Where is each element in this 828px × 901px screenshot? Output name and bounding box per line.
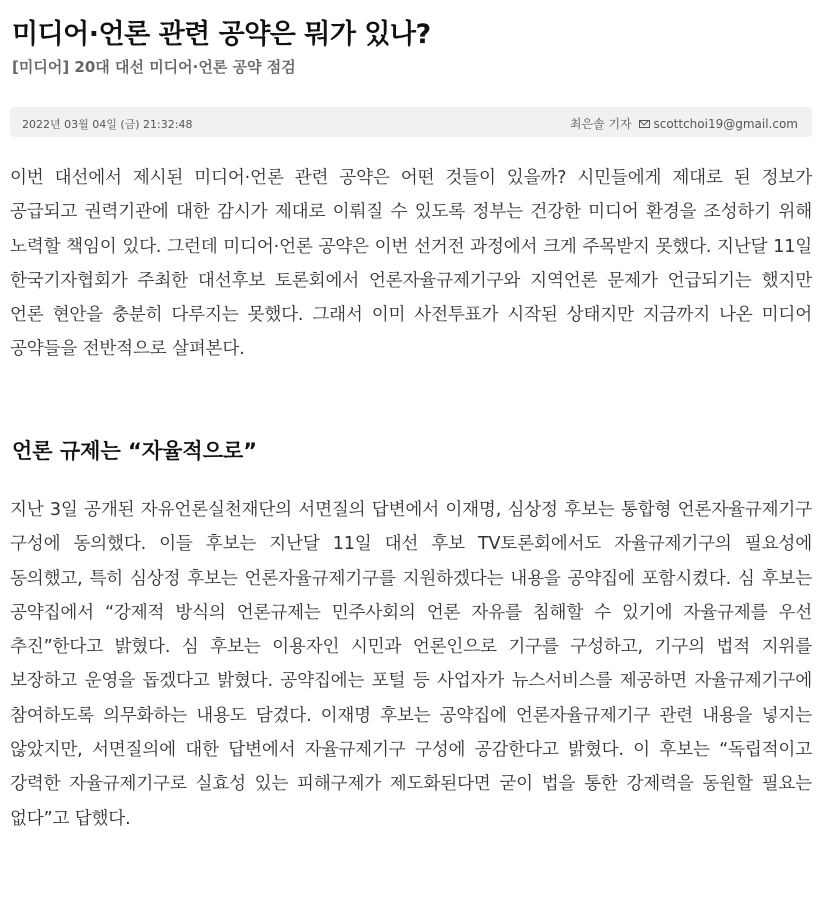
article-meta-bar (10, 107, 812, 137)
mail-icon (639, 120, 650, 128)
author-name: 최은솔 기자 (569, 117, 632, 131)
section-heading: 언론 규제는 “자율적으로” (12, 439, 258, 463)
article-headline: 미디어·언론 관련 공약은 뭐가 있나? (12, 19, 431, 50)
article-subhead: [미디어] 20대 대선 미디어·언론 공약 점검 (12, 58, 296, 76)
author-email[interactable]: scottchoi19@gmail.com (653, 117, 798, 131)
publish-date: 2022년 03월 04일 (금) 21:32:48 (22, 118, 193, 131)
author-info (570, 115, 798, 132)
article-paragraph: 지난 3일 공개된 자유언론실천재단의 서면질의 답변에서 이재명, 심상정 후보는 통합형 언론자율규제기구 구성에 동의했다. 이들 후보는 지난달 11일 대선 후보 TV토론회에서도 자율규제기구의 필요성에 동의했고, 특히 심상정 후보는 언론자율규제기구를 지원하겠다는 내용을 공약집에 포함시켰다. 심 후보는 공약집에서 “강제적 방식의 언론규제는 민주사회의 언론 자유를 침해할 수 있기에 자율규제를 우선 추진”한다고 밝혔다. 심 후보는 이용자인 시민과 언론인으로 기구를 구성하고, 기구의 법적 지위를 보장하고 운영을 돕겠다고 밝혔다. 공약집에는 포털 등 사업자가 뉴스서비스를 제공하면 자율규제기구에 참여하도록 의무화하는 내용도 담겼다. 이재명 후보는 공약집에 언론자율규제기구 관련 내용을 넣지는 않았지만, 서면질의에 대한 답변에서 자율규제기구 구성에 공감한다고 밝혔다. 이 후보는 “독립적이고 강력한 자율규제기구로 실효성 있는 피해구제가 제도화된다면 굳이 법을 통한 강제력을 동원할 필요는 없다”고 답했다. (10, 500, 812, 829)
article-paragraph: 이번 대선에서 제시된 미디어·언론 관련 공약은 어떤 것들이 있을까? 시민들에게 제대로 된 정보가 공급되고 권력기관에 대한 감시가 제대로 이뤄질 수 있도록 정부는 건강한 미디어 환경을 조성하기 위해 노력할 책임이 있다. 그런데 미디어·언론 공약은 이번 선거전 과정에서 크게 주목받지 못했다. 지난달 11일 한국기자협회가 주최한 대선후보 토론회에서 언론자율규제기구와 지역언론 문제가 언급되기는 했지만 언론 현안을 충분히 다루지는 못했다. 그래서 이미 사전투표가 시작된 상태지만 지금까지 나온 미디어 공약들을 전반적으로 살펴본다. (10, 168, 812, 360)
